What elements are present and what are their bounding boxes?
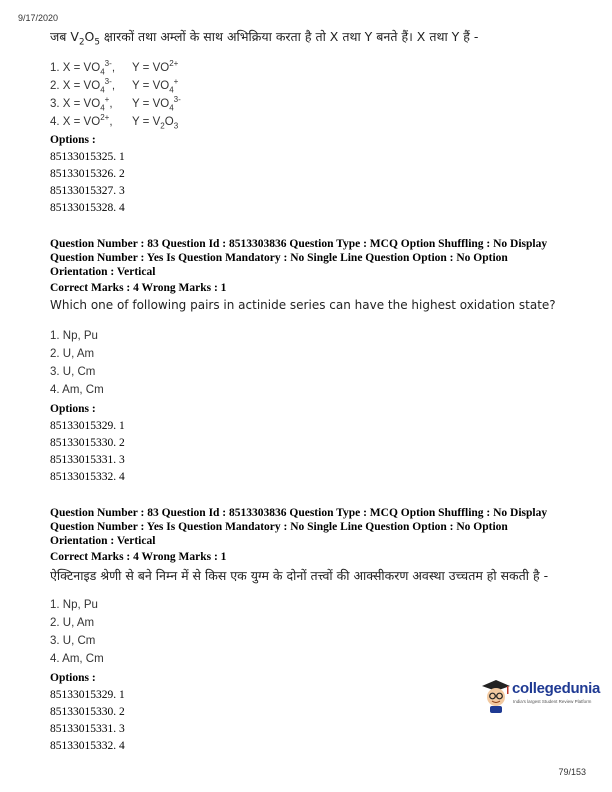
q3-stem: ऐक्टिनाइड श्रेणी से बने निम्न में से किस एक युग्म के दोनों तत्त्वों की आक्सीकरण अवस्था उच्चतम हो सकती है -	[50, 568, 549, 583]
q1-option-id-1: 85133015325. 1	[50, 151, 125, 163]
q1-option-id-3: 85133015327. 3	[50, 185, 125, 197]
logo-wordmark: collegedunia	[512, 680, 601, 697]
q2-option-id-1: 85133015329. 1	[50, 420, 125, 432]
q3-marks: Correct Marks : 4 Wrong Marks : 1	[50, 551, 227, 563]
q2-option-4: 4. Am, Cm	[50, 384, 104, 396]
q3-meta-line-2: Question Number : Yes Is Question Mandatory : No Single Line Question Option : No Option	[50, 521, 508, 533]
q3-options-label: Options :	[50, 672, 96, 684]
q2-option-id-3: 85133015331. 3	[50, 454, 125, 466]
q2-meta-line-2: Question Number : Yes Is Question Mandatory : No Single Line Question Option : No Option	[50, 252, 508, 264]
q1-option-id-2: 85133015326. 2	[50, 168, 125, 180]
q3-meta-line-1: Question Number : 83 Question Id : 8513303836 Question Type : MCQ Option Shuffling : No Display	[50, 507, 548, 519]
q2-marks: Correct Marks : 4 Wrong Marks : 1	[50, 282, 227, 294]
q2-stem: Which one of following pairs in actinide series can have the highest oxidation state?	[50, 298, 556, 312]
q2-meta-line-3: Orientation : Vertical	[50, 266, 156, 278]
q3-meta-line-3: Orientation : Vertical	[50, 535, 156, 547]
q2-meta-line-1: Question Number : 83 Question Id : 8513303836 Question Type : MCQ Option Shuffling : No Display	[50, 238, 548, 250]
logo-tagline: India's largest Student Review Platform	[513, 699, 592, 704]
q1-options-label: Options :	[50, 134, 96, 146]
collegedunia-logo	[478, 676, 601, 716]
q2-options-label: Options :	[50, 403, 96, 415]
q2-option-id-2: 85133015330. 2	[50, 437, 125, 449]
q1-option-2: 2. $X = VO_4^{3-}$, $Y = VO_4^+$	[50, 77, 179, 95]
q3-option-id-1: 85133015329. 1	[50, 689, 125, 701]
q3-option-1: 1. Np, Pu	[50, 599, 98, 611]
page-number: 79/153	[558, 767, 586, 777]
q1-option-4: 4. $X = VO^{2+}$, $Y = V_2O_3$	[50, 113, 179, 131]
q1-stem: जब $V_2O_5$ क्षारकों तथा अम्लों के साथ अभिक्रिया करता है तो X तथा Y बनते हैं। X तथा Y हैं -	[50, 29, 479, 48]
q3-option-2: 2. U, Am	[50, 617, 95, 629]
q2-option-id-4: 85133015332. 4	[50, 471, 125, 483]
q1-option-id-4: 85133015328. 4	[50, 202, 125, 214]
q2-option-3: 3. U, Cm	[50, 366, 96, 378]
q2-option-2: 2. U, Am	[50, 348, 95, 360]
q2-option-1: 1. Np, Pu	[50, 330, 98, 342]
q1-option-3: 3. $X = VO_4^+$, $Y = VO_4^{3-}$	[50, 95, 181, 113]
q3-option-4: 4. Am, Cm	[50, 653, 104, 665]
q1-option-1: 1. $X = VO_4^{3-}$, $Y = VO^{2+}$	[50, 59, 179, 77]
q3-option-3: 3. U, Cm	[50, 635, 96, 647]
q3-option-id-2: 85133015330. 2	[50, 706, 125, 718]
print-date: 9/17/2020	[18, 13, 59, 23]
q3-option-id-4: 85133015332. 4	[50, 740, 125, 752]
q3-option-id-3: 85133015331. 3	[50, 723, 125, 735]
